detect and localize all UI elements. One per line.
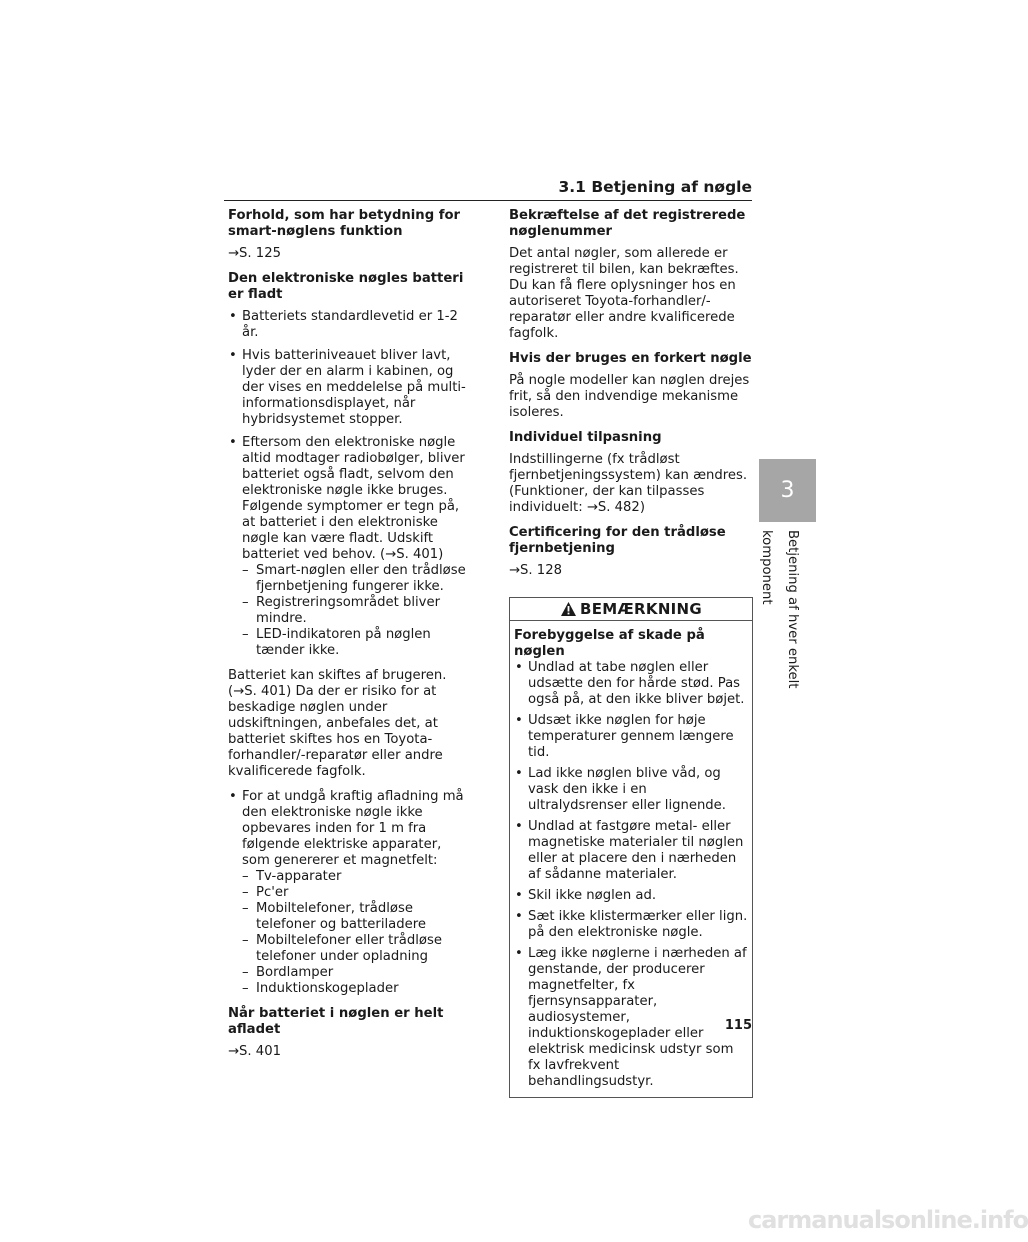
list-item xyxy=(228,789,472,997)
sub-list-item: – Smart-nøglen eller den trådløse fjernbetjening fungerer ikke. xyxy=(242,563,472,595)
sub-list xyxy=(242,869,472,997)
list-item: • Undlad at fastgøre metal- eller magnetiske materialer til nøglen eller at placere den i nærheden af sådanne materialer. xyxy=(514,819,748,883)
list-item: • Skil ikke nøglen ad. xyxy=(514,888,748,904)
page-number: 115 xyxy=(724,1018,752,1033)
watermark: carmanualsonline.info xyxy=(748,1206,1028,1234)
list-item xyxy=(228,435,472,659)
list-item: • Sæt ikke klistermærker eller lign. på den elektroniske nøgle. xyxy=(514,909,748,941)
sub-list-item: – Pc'er xyxy=(242,885,472,901)
list-item: • Udsæt ikke nøglen for høje temperaturer gennem længere tid. xyxy=(514,713,748,761)
list-item: • Batteriets standardlevetid er 1-2 år. xyxy=(228,309,472,341)
chapter-tab[interactable]: 3 xyxy=(759,459,816,522)
notice-title-text: BEMÆRKNING xyxy=(579,600,703,618)
heading-battery-empty: Når batteriet i nøglen er helt afladet xyxy=(228,1006,444,1037)
list-item: • Undlad at tabe nøglen eller udsætte den for hårde stød. Pas også på, at den ikke bliver bøjet. xyxy=(514,660,748,708)
left-column xyxy=(228,208,472,1069)
heading-wrong-key: Hvis der bruges en forkert nøgle xyxy=(509,351,752,366)
section-header: 3.1 Betjening af nøgle xyxy=(224,178,752,201)
heading-key-number: Bekræftelse af det registrerede nøglenummer xyxy=(509,208,746,239)
sub-list-item: – Registreringsområdet bliver mindre. xyxy=(242,595,472,627)
sub-list-item: – Mobiltelefoner eller trådløse telefoner under opladning xyxy=(242,933,472,965)
magnet-list xyxy=(228,789,472,997)
heading-conditions: Forhold, som har betydning for smart-nøglens funktion xyxy=(228,208,461,239)
sub-list-item: – Tv-apparater xyxy=(242,869,472,885)
heading-battery-flat: Den elektroniske nøgles batteri er fladt xyxy=(228,271,464,302)
ref-link[interactable]: →S. 128 xyxy=(509,563,562,578)
sub-list-item: – LED-indikatoren på nøglen tænder ikke. xyxy=(242,627,472,659)
list-item: • Hvis batteriniveauet bliver lavt, lyder der en alarm i kabinen, og der vises en meddelelse på multi-informationsdisplayet, når hybridsystemet stopper. xyxy=(228,348,472,428)
sub-list-item: – Bordlamper xyxy=(242,965,472,981)
paragraph-key-number: Det antal nøgler, som allerede er registreret til bilen, kan bekræftes. Du kan få flere oplysninger hos en autoriseret Toyota-forhandler/-reparatør eller andre kvalificerede fagfolk. xyxy=(509,246,739,341)
battery-list xyxy=(228,309,472,659)
chapter-label: Betjening af hver enkelt komponent xyxy=(759,530,800,689)
ref-link[interactable]: →S. 125 xyxy=(228,246,281,261)
sub-list xyxy=(242,563,472,659)
ref-link[interactable]: →S. 401 xyxy=(228,1044,281,1059)
notice-title xyxy=(510,598,752,621)
list-item-text: Eftersom den elektroniske nøgle altid modtager radiobølger, bliver batteriet også fladt, selvom den elektroniske nøgle ikke bruges. Følgende symptomer er tegn på, at batteriet i den elektroniske nøgle kan være fladt. Udskift batteriet ved behov. (→S. 401) xyxy=(242,435,465,562)
heading-customization: Individuel tilpasning xyxy=(509,430,662,445)
sub-list-item: – Induktionskogeplader xyxy=(242,981,472,997)
warning-icon xyxy=(560,601,577,617)
list-item-text: For at undgå kraftig afladning må den elektroniske nøgle ikke opbevares inden for 1 m fra følgende elektriske apparater, som genererer et magnetfelt: xyxy=(242,789,464,868)
sub-list-item: – Mobiltelefoner, trådløse telefoner og batteriladere xyxy=(242,901,472,933)
paragraph-replace-battery: Batteriet kan skiftes af brugeren. (→S. 401) Da der er risiko for at beskadige nøglen under udskiftningen, anbefales det, at batteriet skiftes hos en Toyota-forhandler/-reparatør eller andre kvalificerede fagfolk. xyxy=(228,668,447,779)
list-item: • Læg ikke nøglerne i nærheden af genstande, der producerer magnetfelter, fx fjernsynsapparater, audiosystemer, induktionskogeplader eller elektrisk medicinsk udstyr som fx lavfrekvent behandlingsudstyr. xyxy=(514,946,748,1090)
heading-certification: Certificering for den trådløse fjernbetjening xyxy=(509,525,726,556)
paragraph-customization: Indstillingerne (fx trådløst fjernbetjeningssystem) kan ændres. (Funktioner, der kan tilpasses individuelt: →S. 482) xyxy=(509,452,748,515)
paragraph-wrong-key: På nogle modeller kan nøglen drejes frit, så den indvendige mekanisme isoleres. xyxy=(509,373,750,420)
notice-subtitle: Forebyggelse af skade på nøglen xyxy=(514,628,705,659)
list-item: • Lad ikke nøglen blive våd, og vask den ikke i en ultralydsrenser eller lignende. xyxy=(514,766,748,814)
right-column xyxy=(509,208,753,1098)
